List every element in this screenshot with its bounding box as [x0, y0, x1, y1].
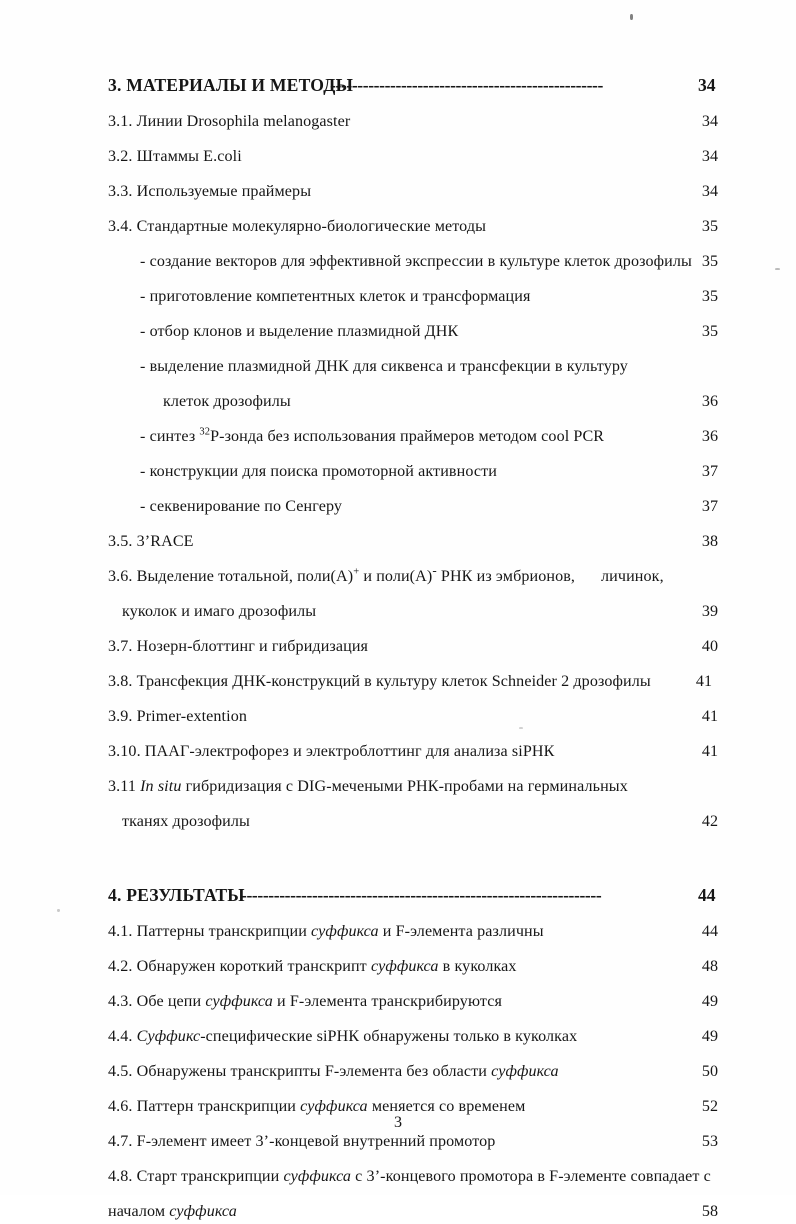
toc-entry[interactable]: [0, 990, 796, 1014]
toc-entry-label: - выделение плазмидной ДНК для сиквенса и трансфекции в культуру: [140, 358, 628, 375]
toc-entry-page: 52: [701, 1098, 718, 1115]
toc-entry-continuation: [0, 810, 796, 834]
toc-entry[interactable]: [0, 920, 796, 944]
toc-entry-page: 41: [701, 743, 718, 760]
toc-entry[interactable]: [0, 1165, 796, 1189]
toc-entry-page: 58: [701, 1203, 718, 1220]
toc-entry-label: 3.5. 3’RACE: [108, 533, 194, 550]
toc-entry[interactable]: [0, 215, 796, 239]
toc-entry-page: 35: [701, 288, 718, 305]
toc-entry[interactable]: [0, 145, 796, 169]
toc-entry-label: 3.2. Штаммы E.coli: [108, 148, 242, 165]
toc-entry-page: 41: [701, 708, 718, 725]
toc-entry-label: 4.3. Обе цепи суффикса и F-элемента транскрибируются: [108, 993, 502, 1010]
section-heading-results: [0, 882, 796, 908]
toc-entry-page: 36: [701, 428, 718, 445]
toc-entry-page: 34: [701, 183, 718, 200]
toc-entry-page: 41: [695, 673, 712, 690]
toc-entry-page: 50: [701, 1063, 718, 1080]
toc-entry[interactable]: [0, 740, 796, 764]
toc-entry-page: 37: [701, 498, 718, 515]
toc-entry[interactable]: [0, 250, 796, 274]
toc-entry-label: 3.1. Линии Drosophila melanogaster: [108, 113, 351, 130]
toc-entry-label: началом суффикса: [108, 1203, 237, 1220]
toc-entry-page: 35: [701, 218, 718, 235]
toc-entry-continuation: [0, 390, 796, 414]
toc-entry-label: 4.5. Обнаружены транскрипты F-элемента без области суффикса: [108, 1063, 559, 1080]
scan-artifact-speck: [630, 14, 633, 20]
toc-entry-label: 3.10. ПААГ-электрофорез и электроблоттинг для анализа siРНК: [108, 743, 555, 760]
toc-entry[interactable]: [0, 495, 796, 519]
toc-entry[interactable]: [0, 562, 796, 589]
toc-entry-page: 42: [701, 813, 718, 830]
section-heading-materials-methods: [0, 72, 796, 98]
section-heading-page: 34: [698, 75, 716, 95]
toc-entry-label: - секвенирование по Сенгеру: [140, 498, 343, 515]
toc-entry[interactable]: [0, 180, 796, 204]
toc-entry-page: 35: [701, 323, 718, 340]
toc-entry-page: 34: [701, 113, 718, 130]
toc-entry[interactable]: [0, 320, 796, 344]
toc-entry-label: 4.1. Паттерны транскрипции суффикса и F-элемента различны: [108, 923, 544, 940]
toc-entry-label: клеток дрозофилы: [163, 393, 291, 410]
toc-entry-page: 48: [701, 958, 718, 975]
page-number-footer: 3: [393, 1114, 403, 1131]
toc-entry[interactable]: [0, 460, 796, 484]
toc-entry-label: 3.4. Стандартные молекулярно-биологические методы: [108, 218, 487, 235]
toc-entry-label: тканях дрозофилы: [122, 813, 250, 830]
toc-entry[interactable]: [0, 705, 796, 729]
toc-entry-page: 37: [701, 463, 718, 480]
toc-entry[interactable]: [0, 955, 796, 979]
toc-entry[interactable]: [0, 775, 796, 799]
toc-entry-page: 53: [701, 1133, 718, 1150]
toc-entry-label: - конструкции для поиска промоторной активности: [140, 463, 497, 480]
toc-entry-page: 39: [701, 603, 718, 620]
toc-entry[interactable]: [0, 355, 796, 379]
dot-leader: ------------------------------------------------------------------: [241, 885, 602, 905]
toc-entry-label: 3.11 In situ гибридизация с DIG-мечеными РНК-пробами на герминальных: [108, 778, 628, 795]
toc-entry-page: 40: [701, 638, 718, 655]
toc-entry-label: 4.4. Суффикс-специфические siРНК обнаружены только в куколках: [108, 1028, 578, 1045]
toc-entry[interactable]: [0, 425, 796, 449]
toc-entry-continuation: [0, 600, 796, 624]
toc-entry-continuation: [0, 1200, 796, 1224]
toc-entry-label: 3.3. Используемые праймеры: [108, 183, 312, 200]
toc-entry[interactable]: [0, 1060, 796, 1084]
toc-entry[interactable]: [0, 670, 796, 694]
toc-entry-label: 4.2. Обнаружен короткий транскрипт суффикса в куколках: [108, 958, 517, 975]
toc-entry[interactable]: [0, 110, 796, 134]
scan-artifact-speck: [57, 909, 60, 912]
toc-entry[interactable]: [0, 285, 796, 309]
toc-entry-label: - приготовление компетентных клеток и трансформация: [140, 288, 531, 305]
section-heading-title: 3. МАТЕРИАЛЫ И МЕТОДЫ: [108, 75, 354, 95]
toc-entry-label: 3.8. Трансфекция ДНК-конструкций в культуру клеток Schneider 2 дрозофилы: [108, 673, 651, 690]
toc-entry-label: 4.6. Паттерн транскрипции суффикса меняется со временем: [108, 1098, 526, 1115]
toc-entry-page: 34: [701, 148, 718, 165]
toc-entry-label: - отбор клонов и выделение плазмидной ДНК: [140, 323, 459, 340]
dot-leader: --------------------------------------------------: [330, 75, 603, 95]
toc-entry-page: 49: [701, 1028, 718, 1045]
toc-entry-page: 44: [701, 923, 718, 940]
section-heading-title: 4. РЕЗУЛЬТАТЫ: [108, 885, 245, 905]
toc-entry-label: 4.8. Старт транскрипции суффикса с 3’-концевого промотора в F-элементе совпадает с: [108, 1168, 711, 1185]
toc-entry-page: 49: [701, 993, 718, 1010]
toc-entry-label: 3.6. Выделение тотальной, поли(А)+ и поли(А)- РНК из эмбрионов, личинок,: [108, 562, 664, 585]
toc-entry-label: - создание векторов для эффективной экспрессии в культуре клеток дрозофилы: [140, 253, 692, 270]
section-heading-page: 44: [698, 885, 716, 905]
toc-entry-label: - синтез $^{32}$Р-зонда без использования праймеров методом cool PCR: [140, 426, 605, 445]
toc-entry[interactable]: [0, 1130, 796, 1154]
toc-entry[interactable]: [0, 530, 796, 554]
toc-entry-label: 3.7. Нозерн-блоттинг и гибридизация: [108, 638, 369, 655]
toc-entry-label: 3.9. Primer-extention: [108, 708, 247, 725]
toc-entry-page: 35: [701, 253, 718, 270]
toc-entry-page: 36: [701, 393, 718, 410]
toc-entry[interactable]: [0, 1025, 796, 1049]
toc-entry-page: 38: [701, 533, 718, 550]
toc-entry-label: 4.7. F-элемент имеет 3’-концевой внутренний промотор: [108, 1133, 496, 1150]
toc-entry[interactable]: [0, 635, 796, 659]
toc-entry-label: куколок и имаго дрозофилы: [122, 603, 317, 620]
